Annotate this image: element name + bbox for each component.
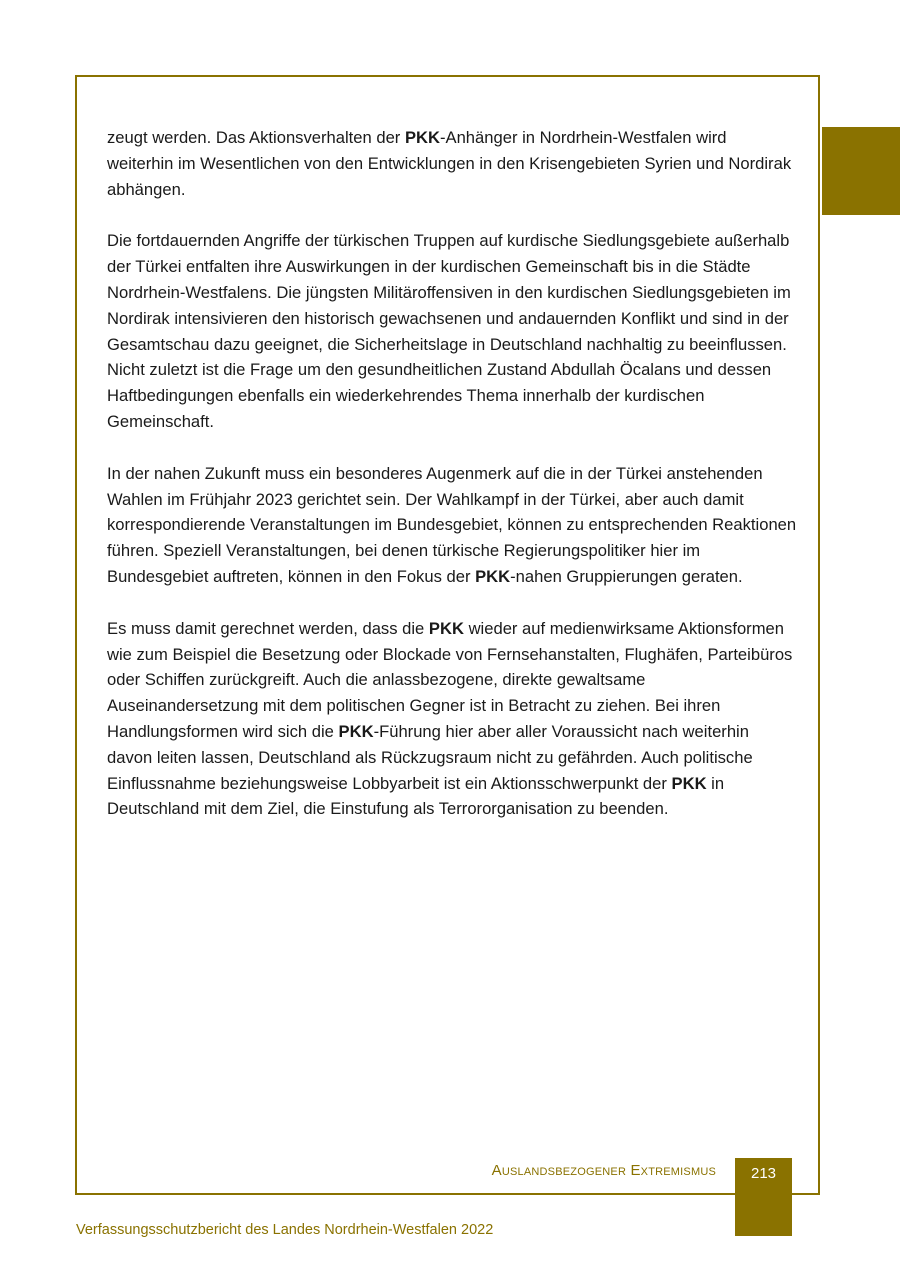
page-number-box	[735, 1158, 792, 1236]
report-footer: Verfassungsschutzbericht des Landes Nordrhein-Westfalen 2022	[76, 1222, 494, 1238]
pkk-term: PKK	[475, 566, 511, 586]
chapter-tab	[822, 127, 900, 215]
paragraph-3: In der nahen Zukunft muss ein besonderes Augenmerk auf die in der Türkei anstehenden Wahlen im Frühjahr 2023 gerichtet sein. Der Wahlkampf in der Türkei, aber auch damit korrespondierende Veranstaltungen im Bundesgebiet, können zu entsprechenden Reaktionen führen. Speziell Veranstaltungen, bei denen türkische Regierungspolitiker hier im Bundesgebiet auftreten, können in den Fokus der PKK-nahen Gruppierungen geraten.	[107, 463, 797, 586]
paragraph-1: zeugt werden. Das Aktionsverhalten der PKK-Anhänger in Nordrhein-Westfalen wird weiterhin im Wesentlichen von den Entwicklungen in den Krisengebieten Syrien und Nordirak abhängen.	[107, 128, 792, 199]
section-label: Auslandsbezogener Extremismus	[491, 1162, 716, 1179]
pkk-term: PKK	[404, 128, 440, 147]
pkk-term: PKK	[671, 773, 707, 793]
pkk-term: PKK	[428, 618, 464, 638]
page-number: 213	[750, 1165, 777, 1182]
body-text	[107, 125, 797, 848]
paragraph-4: Es muss damit gerechnet werden, dass die PKK wieder auf medienwirksame Aktionsformen wie zum Beispiel die Besetzung oder Blockade von Fernsehanstalten, Flughäfen, Parteibüros oder Schiffen zurückgreift. Auch die anlassbezogene, direkte gewaltsame Auseinandersetzung mit dem politischen Gegner ist in Betracht zu ziehen. Bei ihren Handlungsformen wird sich die PKK-Führung hier aber aller Voraussicht nach weiterhin davon leiten lassen, Deutschland als Rückzugsraum nicht zu gefährden. Auch politische Einflussnahme beziehungsweise Lobbyarbeit ist ein Aktionsschwerpunkt der PKK in Deutschland mit dem Ziel, die Einstufung als Terrororganisation zu beenden.	[107, 618, 793, 819]
paragraph-2: Die fortdauernden Angriffe der türkischen Truppen auf kurdische Siedlungsgebiete außerhalb der Türkei entfalten ihre Auswirkungen in der kurdischen Gemeinschaft bis in die Städte Nordrhein-Westfalens. Die jüngsten Militäroffensiven in den kurdischen Siedlungsgebieten im Nordirak intensivieren den historisch gewachsenen und andauernden Konflikt und sind in der Gesamtschau dazu geeignet, die Sicherheitslage in Deutschland nachhaltig zu beeinflussen. Nicht zuletzt ist die Frage um den gesundheitlichen Zustand Abdullah Öcalans und dessen Haftbedingungen ebenfalls ein wiederkehrendes Thema innerhalb der kurdischen Gemeinschaft.	[107, 231, 791, 431]
pkk-term: PKK	[338, 721, 374, 741]
